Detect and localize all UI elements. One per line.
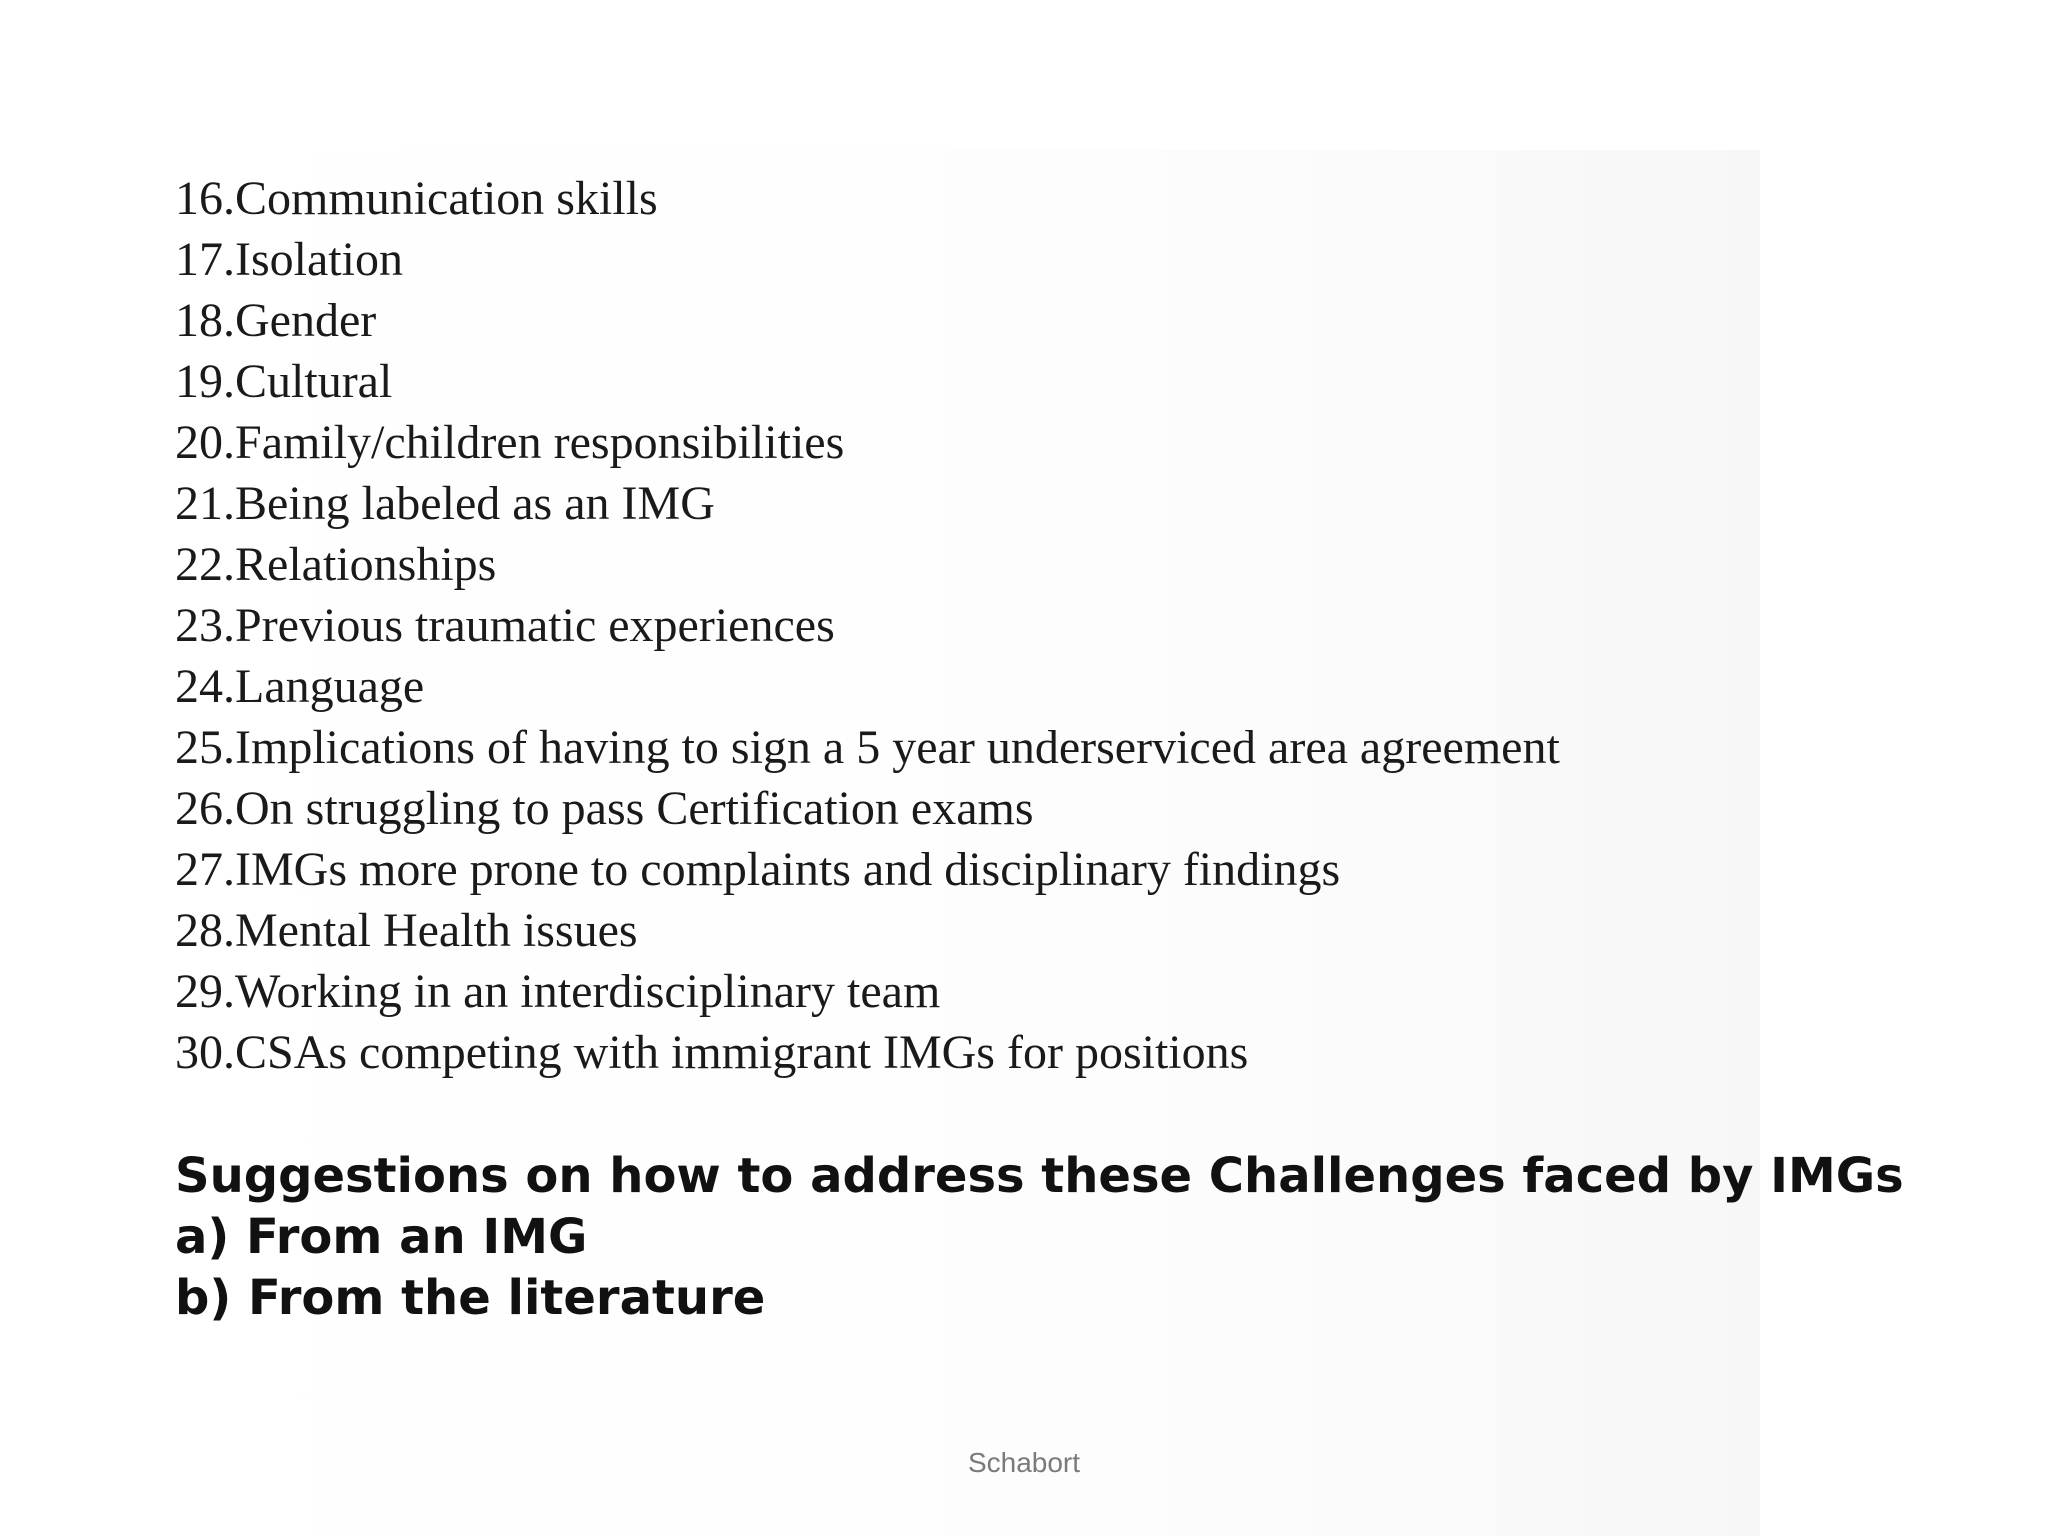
challenge-item-19: 19.Cultural (175, 355, 393, 408)
challenge-item-21: 21.Being labeled as an IMG (175, 477, 715, 530)
suggestions-heading: Suggestions on how to address these Challenges faced by IMGs (175, 1148, 1904, 1204)
challenge-item-30: 30.CSAs competing with immigrant IMGs for positions (175, 1026, 1249, 1079)
challenge-item-17: 17.Isolation (175, 233, 403, 286)
challenge-item-27: 27.IMGs more prone to complaints and disciplinary findings (175, 843, 1341, 896)
challenge-item-28: 28.Mental Health issues (175, 904, 638, 957)
challenge-item-18: 18.Gender (175, 294, 377, 347)
challenge-item-29: 29.Working in an interdisciplinary team (175, 965, 941, 1018)
challenge-item-16: 16.Communication skills (175, 172, 658, 225)
challenge-item-25: 25.Implications of having to sign a 5 year underserviced area agreement (175, 721, 1560, 774)
challenge-item-20: 20.Family/children responsibilities (175, 416, 845, 469)
challenge-item-24: 24.Language (175, 660, 425, 713)
challenge-item-23: 23.Previous traumatic experiences (175, 599, 835, 652)
suggestions-section (175, 1146, 1904, 1329)
challenge-item-26: 26.On struggling to pass Certification exams (175, 782, 1034, 835)
footer-author: Schabort (967, 1447, 1081, 1478)
suggestion-item-b: b) From the literature (175, 1270, 766, 1326)
challenge-list (175, 168, 1560, 1083)
challenge-item-22: 22.Relationships (175, 538, 497, 591)
suggestion-item-a: a) From an IMG (175, 1209, 588, 1265)
